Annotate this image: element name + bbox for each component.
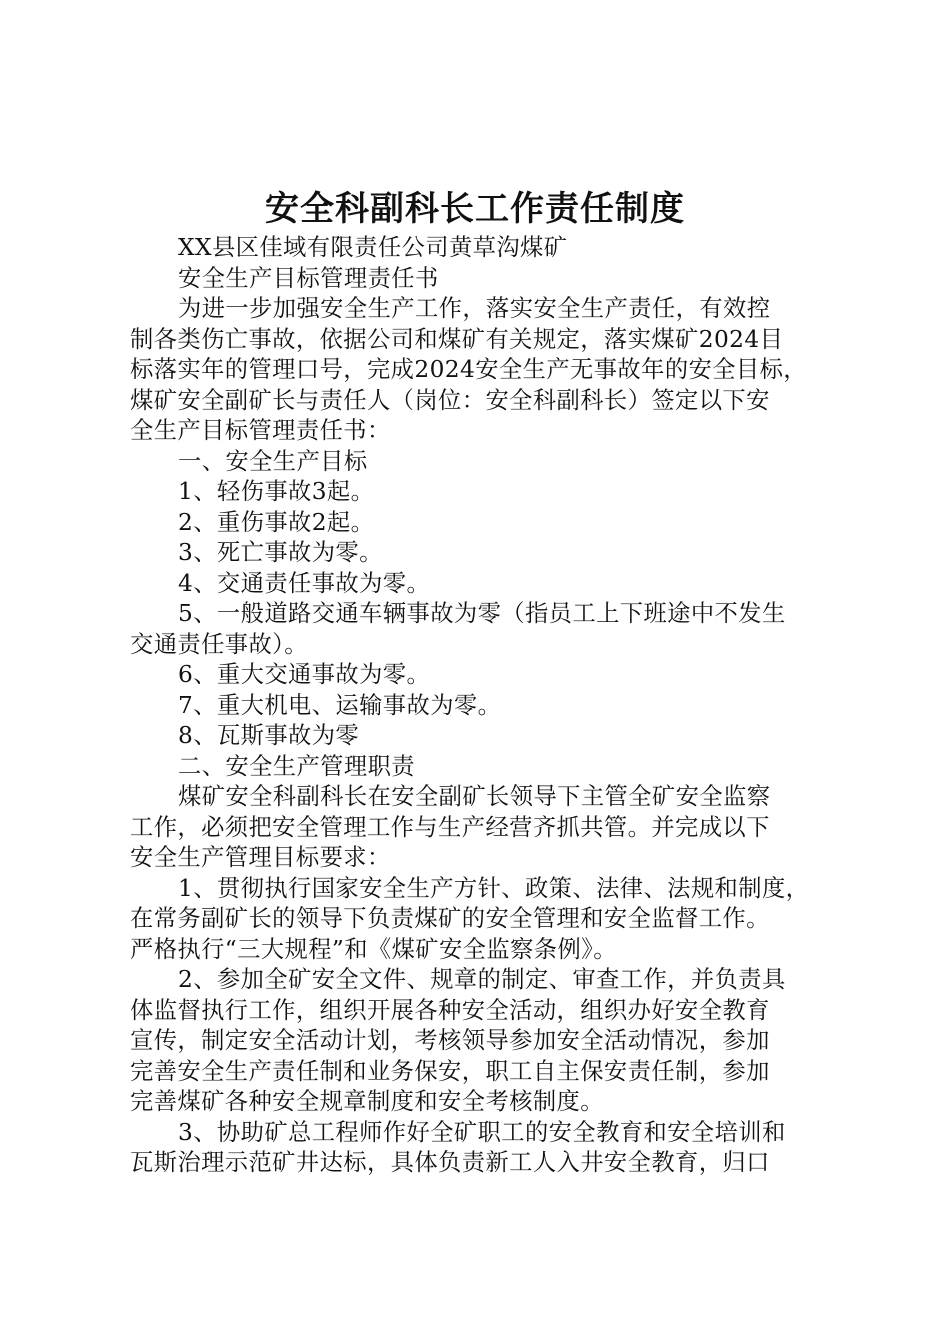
list-item: 7、重大机电、运输事故为零。 [178, 691, 502, 719]
text-line: 完善煤矿各种安全规章制度和安全考核制度。 [130, 1088, 604, 1115]
text-line: 煤矿安全科副科长在安全副矿长领导下主管全矿安全监察 [178, 783, 771, 810]
text-line: 为进一步加强安全生产工作，落实安全生产责任，有效控 [178, 295, 771, 322]
list-item: 4、交通责任事故为零。 [178, 569, 431, 597]
text-line: XX县区佳域有限责任公司黄草沟煤矿 [178, 234, 568, 261]
text-line: 制各类伤亡事故，依据公司和煤矿有关规定，落实煤矿2024目 [130, 325, 784, 353]
document-title: 安全科副科长工作责任制度 [265, 189, 685, 229]
text-line: 瓦斯治理示范矿井达标，具体负责新工人入井安全教育，归口 [130, 1149, 770, 1176]
text-line: 交通责任事故）。 [130, 630, 308, 658]
section-heading: 一、安全生产目标 [178, 447, 368, 475]
list-item: 2、参加全矿安全文件、规章的制定、审查工作，并负责具 [178, 966, 786, 993]
document-body [130, 233, 830, 1179]
list-item: 1、贯彻执行国家安全生产方针、政策、法律、法规和制度， [178, 874, 810, 902]
list-item: 5、一般道路交通车辆事故为零（指员工上下班途中不发生 [178, 600, 786, 627]
list-item: 3、协助矿总工程师作好全矿职工的安全教育和安全培训和 [178, 1118, 786, 1146]
text-line: 完善安全生产责任制和业务保安，职工自主保安责任制，参加 [130, 1057, 770, 1085]
section-heading: 二、安全生产管理职责 [178, 752, 415, 780]
text-line: 在常务副矿长的领导下负责煤矿的安全管理和安全监督工作。 [130, 905, 770, 932]
text-line: 标落实年的管理口号，完成2024安全生产无事故年的安全目标， [130, 356, 808, 383]
list-item: 3、死亡事故为零。 [178, 539, 383, 566]
text-line: 工作，必须把安全管理工作与生产经营齐抓共管。并完成以下 [130, 813, 770, 841]
list-item: 8、瓦斯事故为零 [178, 722, 360, 749]
list-item: 6、重大交通事故为零。 [178, 661, 431, 688]
list-item: 2、重伤事故2起。 [178, 508, 375, 536]
list-item: 1、轻伤事故3起。 [178, 478, 375, 505]
text-line: 安全生产目标管理责任书 [178, 264, 439, 292]
text-line: 全生产目标管理责任书： [130, 417, 391, 444]
text-line: 安全生产管理目标要求： [130, 844, 391, 871]
text-line: 宣传，制定安全活动计划，考核领导参加安全活动情况，参加 [130, 1027, 770, 1054]
text-line: 体监督执行工作，组织开展各种安全活动，组织办好安全教育 [130, 996, 770, 1024]
text-line: 煤矿安全副矿长与责任人（岗位：安全科副科长）签定以下安 [130, 386, 770, 414]
text-line: 严格执行“三大规程”和《煤矿安全监察条例》。 [130, 935, 617, 963]
